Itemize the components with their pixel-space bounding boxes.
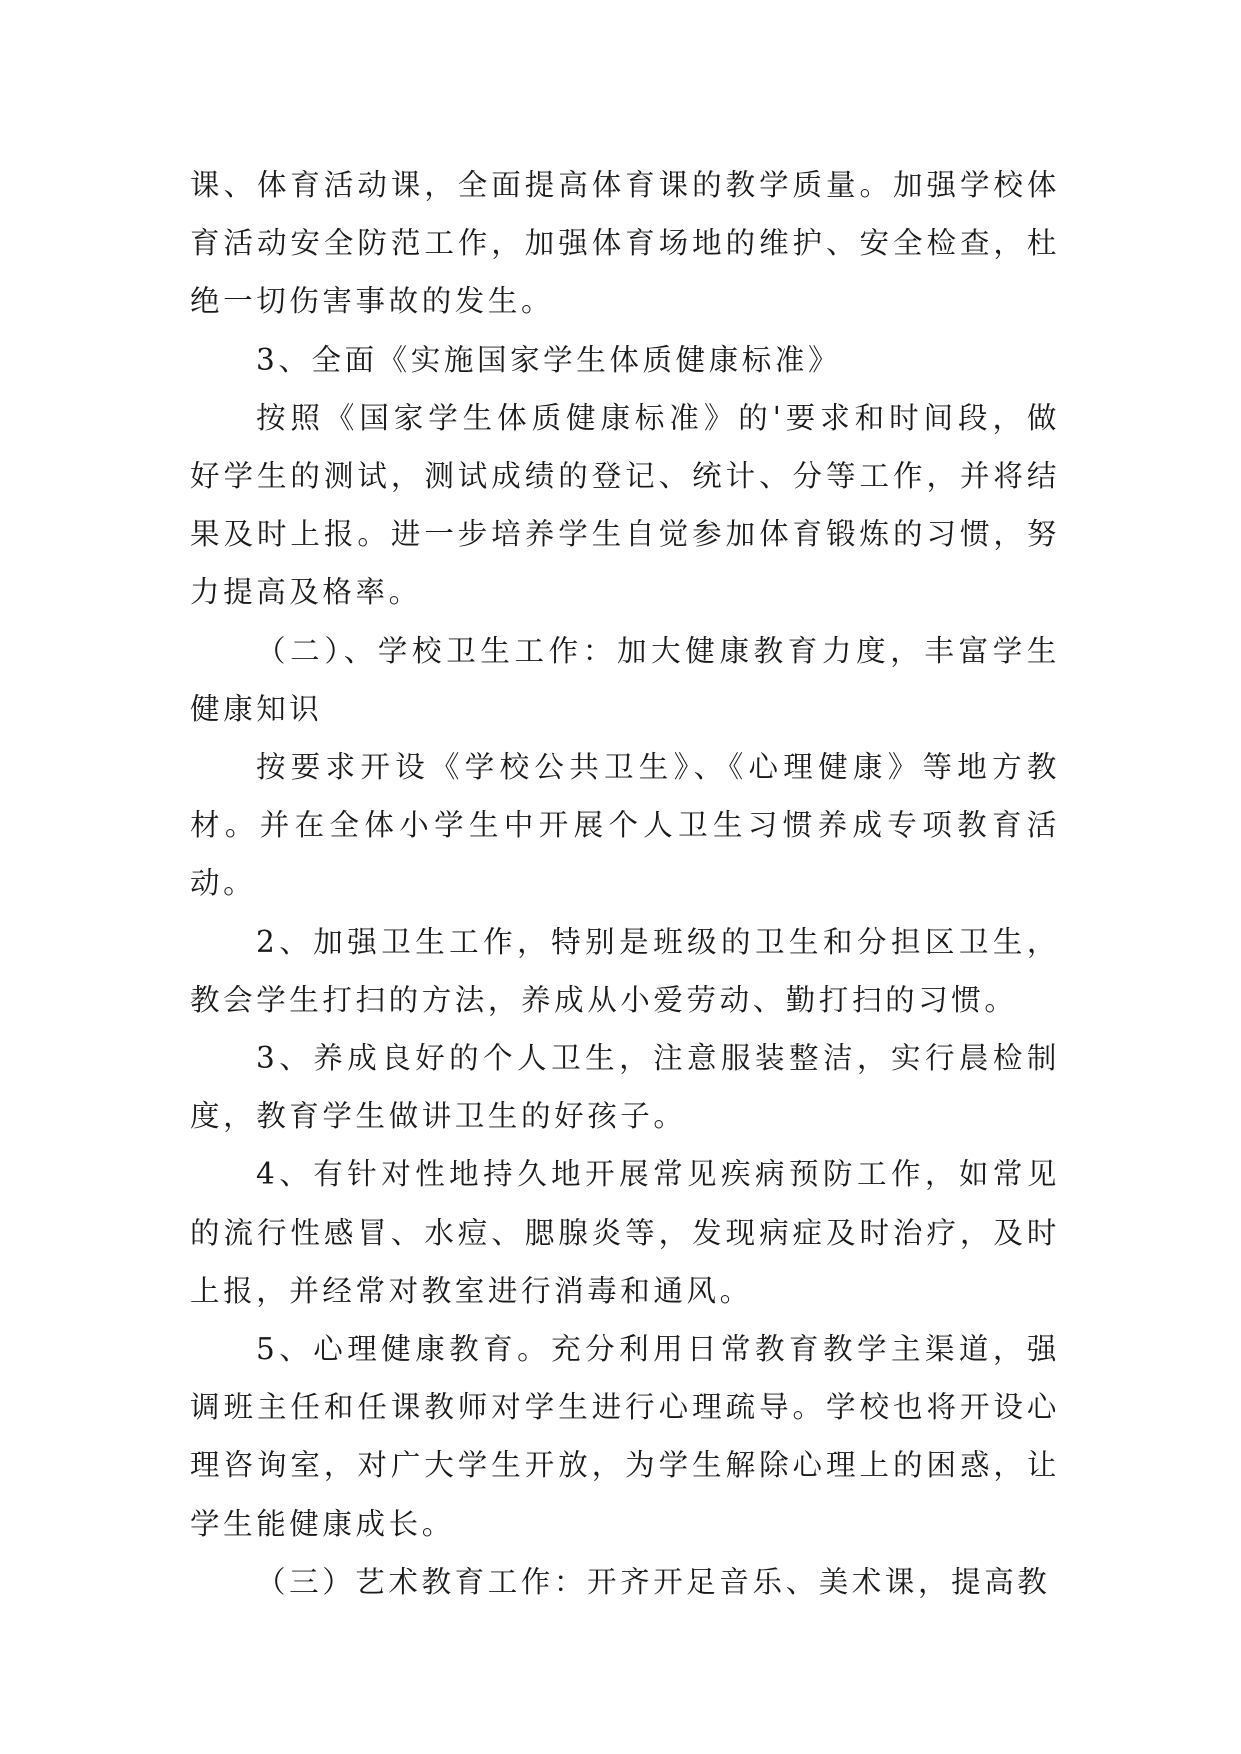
paragraph-3: 按照《国家学生体质健康标准》的'要求和时间段，做好学生的测试，测试成绩的登记、统计、分等工作，并将结果及时上报。进一步培养学生自觉参加体育锻炼的习惯，努力提高及格率。 (190, 400, 1060, 610)
paragraph-2-heading: 3、全面《实施国家学生体质健康标准》 (256, 342, 842, 377)
paragraph-4-heading: （二）、学校卫生工作：加大健康教育力度，丰富学生健康知识 (190, 633, 1060, 726)
paragraph-5: 按要求开设《学校公共卫生》、《心理健康》等地方教材。并在全体小学生中开展个人卫生习惯养成专项教育活动。 (190, 750, 1060, 901)
document-page (190, 156, 1060, 1611)
paragraph-10-heading: （三）艺术教育工作：开齐开足音乐、美术课，提高教 (256, 1564, 1051, 1599)
paragraph-7: 3、养成良好的个人卫生，注意服装整洁，实行晨检制度，教育学生做讲卫生的好孩子。 (190, 1041, 1060, 1134)
paragraph-1: 课、体育活动课，全面提高体育课的教学质量。加强学校体育活动安全防范工作，加强体育场地的维护、安全检查，杜绝一切伤害事故的发生。 (190, 168, 1060, 319)
paragraph-6: 2、加强卫生工作，特别是班级的卫生和分担区卫生，教会学生打扫的方法，养成从小爱劳动、勤打扫的习惯。 (190, 924, 1060, 1017)
paragraph-9: 5、心理健康教育。充分利用日常教育教学主渠道，强调班主任和任课教师对学生进行心理疏导。学校也将开设心理咨询室，对广大学生开放，为学生解除心理上的困惑，让学生能健康成长。 (190, 1332, 1060, 1541)
paragraph-8: 4、有针对性地持久地开展常见疾病预防工作，如常见的流行性感冒、水痘、腮腺炎等，发现病症及时治疗，及时上报，并经常对教室进行消毒和通风。 (190, 1157, 1060, 1308)
